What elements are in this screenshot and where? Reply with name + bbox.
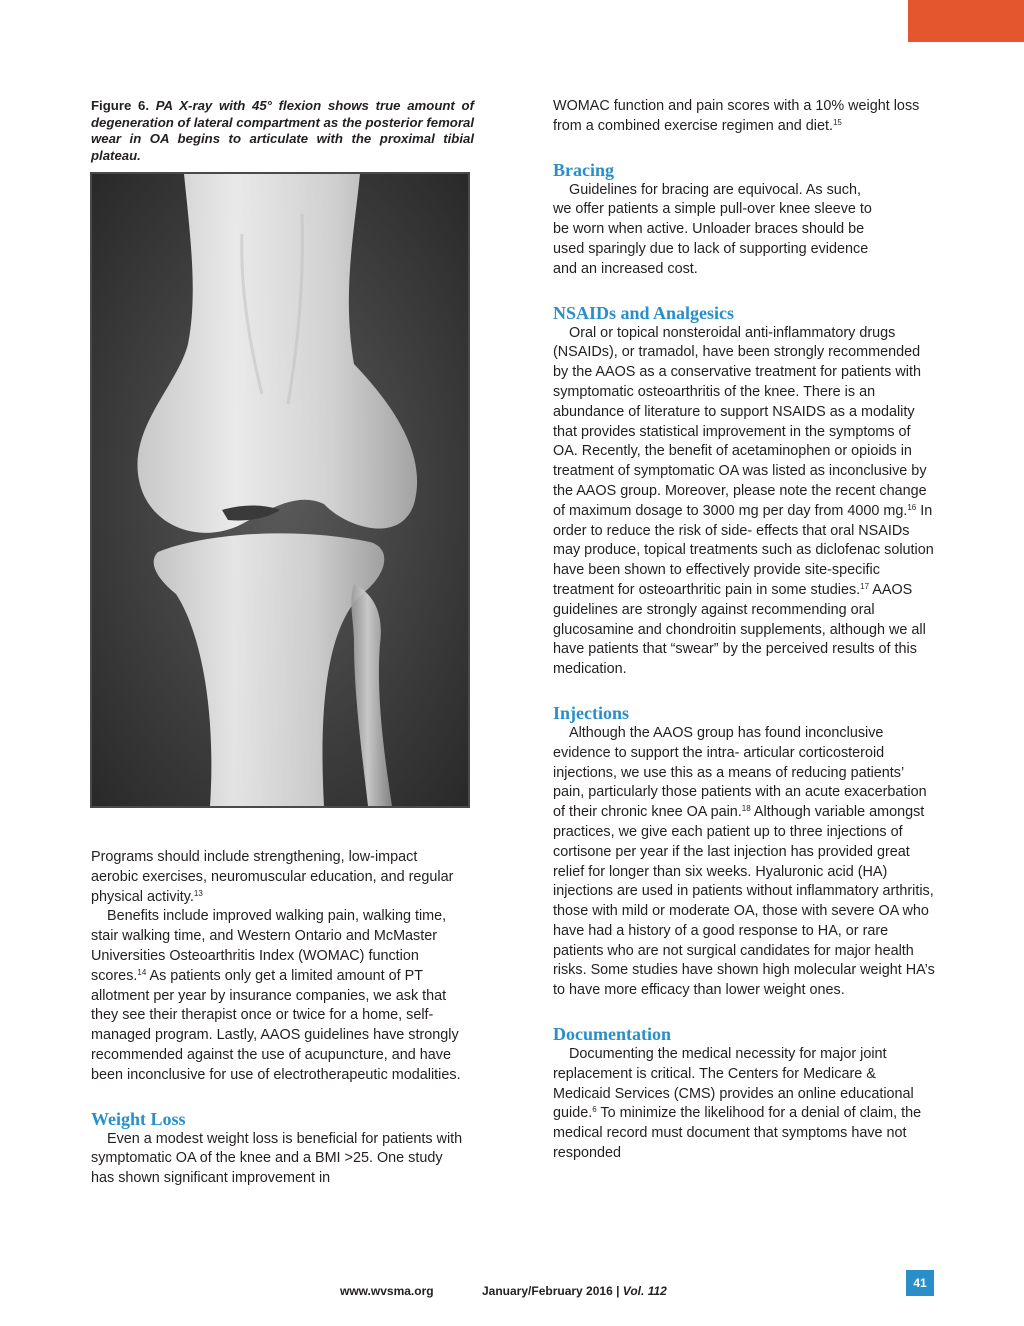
citation: 15 — [832, 117, 842, 127]
figure-caption — [91, 98, 474, 164]
citation: 13 — [193, 888, 203, 898]
paragraph — [91, 848, 467, 907]
paragraph: Guidelines for bracing are equivocal. As such, we offer patients a simple pull-over knee sleeve to be worn when active. Unloader braces should be used sparingly due to lack of supporting evidence and an increased cost. — [553, 181, 872, 277]
left-column-text — [91, 848, 467, 1189]
figure-caption-text: PA X-ray with 45° flexion shows true amount of degeneration of lateral compartment as the posterior femoral wear in OA begins to articulate with the proximal tibial plateau. — [91, 98, 474, 163]
text: Programs should include strengthening, low-impact aerobic exercises, neuromuscular education, and regular physical activity. — [91, 849, 454, 905]
footer-website: www.wvsma.org — [340, 1284, 434, 1298]
text: As patients only get a limited amount of PT allotment per year by insurance companies, we ask that they see their therapist once or twice for a home, self- managed program. Lastly, AAOS guidelines have strongly recommended against the use of acupuncture, and have been inconclusive for use of electrotherapeutic modalities. — [91, 967, 461, 1083]
section-heading-injections: Injections — [553, 702, 629, 723]
text: AAOS guidelines are strongly against recommending oral glucosamine and chondroitin supplements, although we all have patients that “swear” by the perceived results of this medication. — [553, 581, 926, 678]
volume: Vol. 112 — [622, 1284, 667, 1298]
paragraph — [553, 1045, 937, 1164]
text: Documenting the medical necessity for major joint replacement is critical. The Centers for Medicare & Medicaid Services (CMS) provides an online educational guide. — [553, 1046, 914, 1122]
text: Oral or topical nonsteroidal anti-inflammatory drugs (NSAIDs), or tramadol, have been strongly recommended by the AAOS as a conservative treatment for patients with symptomatic osteoarthritis of the knee. There is an abundance of literature to support NSAIDS as a modality that provides statistical improvement in the symptoms of OA. Recently, the benefit of acetaminophen or opioids in treatment of symptomatic OA was listed as inconclusive by the AAOS group. Moreover, please note the recent change of maximum dosage to 3000 mg per day from 4000 mg. — [553, 324, 927, 519]
paragraph — [553, 97, 937, 137]
text: Benefits include improved walking pain, walking time, stair walking time, and Western Ontario and McMaster Universities Osteoarthritis Index (WOMAC) function scores. — [91, 908, 447, 984]
text: In order to reduce the risk of side- effects that oral NSAIDs may produce, topical treatments such as diclofenac solution have been shown to effectively provide site-specific treatment for osteoarthritic pain in some studies. — [553, 502, 934, 598]
text: WOMAC function and pain scores with a 10% weight loss from a combined exercise regimen and diet. — [553, 98, 920, 134]
citation: 6 — [592, 1105, 597, 1115]
text: To minimize the likelihood for a denial of claim, the medical record must document that symptoms have not responded — [553, 1105, 922, 1162]
issue-date: January/February 2016 — [482, 1284, 613, 1298]
footer-issue — [482, 1284, 667, 1298]
corner-color-tab — [908, 0, 1024, 42]
section-heading-bracing: Bracing — [553, 159, 614, 180]
citation: 16 — [907, 502, 917, 512]
citation: 17 — [860, 581, 870, 591]
citation: 14 — [137, 967, 147, 977]
separator: | — [616, 1284, 620, 1298]
text: Although variable amongst practices, we give each patient up to three injections of cortisone per year if the last injection has provided great relief for longer than six weeks. Hyaluronic acid (HA) injections are used in patients without inflammatory arthritis, those with mild or moderate OA, those with severe OA who have had a history of a good response to HA, or rare patients who are not surgical candidates for major health risks. Some studies have shown high molecular weight HA’s to have more efficacy than lower weight ones. — [553, 804, 935, 999]
section-heading-documentation: Documentation — [553, 1024, 671, 1045]
section-heading-weight-loss: Weight Loss — [91, 1108, 186, 1129]
paragraph: Even a modest weight loss is beneficial for patients with symptomatic OA of the knee and a BMI >25. One study has shown significant improvement in — [91, 1130, 463, 1187]
citation: 18 — [741, 804, 751, 814]
figure-label: Figure 6. — [91, 98, 149, 113]
xray-illustration — [92, 174, 468, 806]
knee-xray-image — [90, 172, 470, 808]
section-heading-nsaids: NSAIDs and Analgesics — [553, 302, 735, 323]
text: Although the AAOS group has found inconclusive evidence to support the intra- articular corticosteroid injections, we use this as a means of reducing patients’ pain, particularly those patients with an acute exacerbation of their chronic knee OA pain. — [553, 724, 927, 821]
right-column-text — [553, 97, 937, 1164]
paragraph — [553, 724, 937, 1001]
paragraph — [553, 324, 937, 680]
paragraph — [91, 907, 467, 1085]
page-number: 41 — [906, 1270, 934, 1296]
